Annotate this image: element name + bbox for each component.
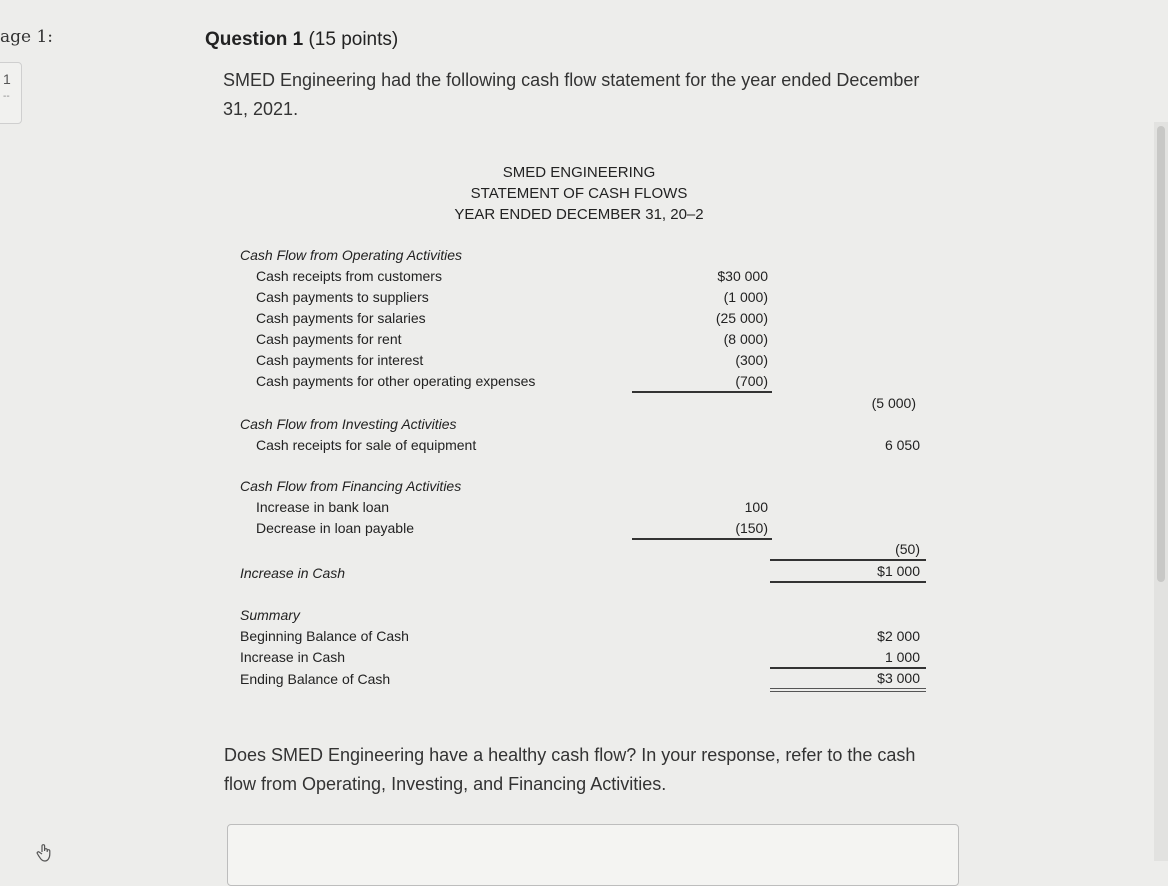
investing-row-label: Cash receipts for sale of equipment	[256, 437, 477, 453]
financing-row-label: Decrease in loan payable	[256, 520, 414, 536]
scrollbar-thumb[interactable]	[1157, 126, 1165, 582]
operating-row-amount: (1 000)	[723, 289, 768, 305]
statement-period: YEAR ENDED DECEMBER 31, 20–2	[454, 206, 704, 223]
operating-row-label: Cash receipts from customers	[256, 268, 442, 284]
page-label: age 1:	[0, 27, 54, 47]
operating-row-label: Cash payments to suppliers	[256, 289, 429, 305]
question-prompt: SMED Engineering had the following cash flow statement for the year ended December 31, 2021.	[223, 70, 920, 119]
followup-question: Does SMED Engineering have a healthy cash flow? In your response, refer to the cash flow from Operating, Investing, and Financing Activities.	[224, 745, 916, 794]
operating-total: (5 000)	[871, 395, 916, 411]
operating-row-amount: (700)	[735, 373, 768, 389]
financing-row-amount: (150)	[735, 520, 768, 536]
increase-label: Increase in Cash	[240, 565, 346, 581]
operating-row-amount: (25 000)	[715, 310, 768, 326]
operating-subtotal-rule	[632, 391, 772, 393]
summary-row-label: Increase in Cash	[240, 649, 346, 665]
summary-row-amount: $3 000	[877, 670, 920, 686]
operating-row-label: Cash payments for interest	[256, 352, 424, 368]
summary-title: Summary	[240, 607, 300, 623]
question-points: (15 points)	[303, 29, 399, 50]
operating-row-amount: $30 000	[717, 268, 768, 284]
investing-total: 6 050	[884, 437, 920, 453]
statement-heading	[420, 162, 738, 225]
summary-double-rule	[770, 688, 926, 692]
increase-total: $1 000	[877, 563, 920, 579]
financing-section-title: Cash Flow from Financing Activities	[240, 478, 462, 494]
operating-row-label: Cash payments for rent	[256, 331, 402, 347]
summary-subtotal-rule	[770, 667, 926, 669]
question-nav-number: 1	[3, 71, 11, 87]
answer-textarea[interactable]	[227, 824, 959, 886]
financing-row-label: Increase in bank loan	[256, 499, 390, 515]
company-name: SMED ENGINEERING	[502, 164, 656, 181]
operating-section-title: Cash Flow from Operating Activities	[240, 247, 462, 263]
summary-row-amount: $2 000	[877, 628, 920, 644]
question-title	[205, 29, 398, 51]
question-nav-item[interactable]	[0, 62, 22, 124]
summary-row-label: Beginning Balance of Cash	[240, 628, 409, 644]
investing-section-title: Cash Flow from Investing Activities	[240, 416, 457, 432]
financing-row-amount: 100	[744, 499, 768, 515]
summary-row-amount: 1 000	[884, 649, 920, 665]
question-nav-status: --	[3, 91, 10, 102]
operating-row-amount: (8 000)	[723, 331, 768, 347]
operating-row-label: Cash payments for salaries	[256, 310, 426, 326]
increase-total-rule	[770, 581, 926, 583]
question-number: Question 1	[205, 29, 304, 50]
financing-total: (50)	[895, 541, 920, 557]
summary-row-label: Ending Balance of Cash	[240, 671, 391, 687]
column-rule	[770, 559, 926, 561]
statement-name: STATEMENT OF CASH FLOWS	[470, 185, 688, 202]
operating-row-amount: (300)	[735, 352, 768, 368]
scrollbar[interactable]	[1154, 122, 1168, 861]
operating-row-label: Cash payments for other operating expenses	[256, 373, 536, 389]
financing-subtotal-rule	[632, 538, 772, 540]
pointer-hand-icon	[36, 843, 54, 868]
